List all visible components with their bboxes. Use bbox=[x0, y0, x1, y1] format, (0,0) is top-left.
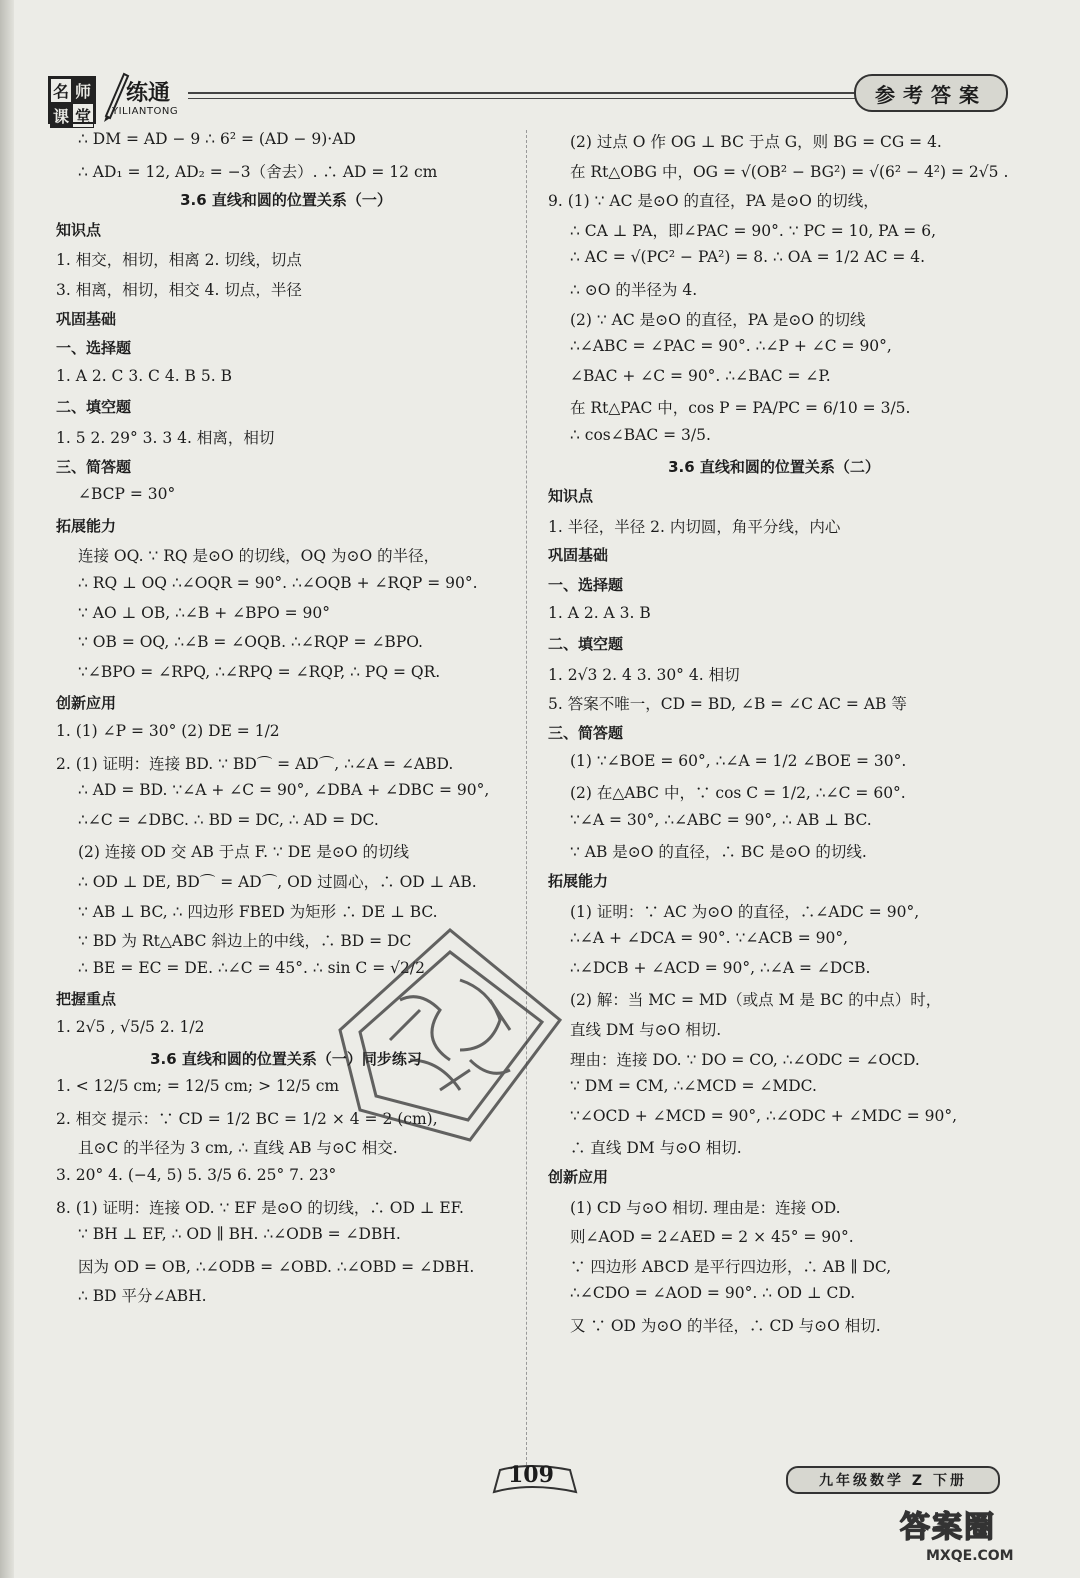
answer-line: 拓展能力 bbox=[56, 516, 117, 535]
answer-line: (2) 过点 O 作 OG ⊥ BC 于点 G，则 BG = CG = 4. bbox=[570, 133, 942, 151]
column-divider bbox=[526, 130, 527, 1470]
answer-line: (2) 连接 OD 交 AB 于点 F. ∵ DE 是⊙O 的切线 bbox=[78, 843, 410, 862]
answer-line: 三、简答题 bbox=[56, 457, 132, 476]
answer-line: 8. (1) 证明：连接 OD. ∵ EF 是⊙O 的切线，∴ OD ⊥ EF. bbox=[56, 1198, 464, 1217]
answer-line: ∵ DM = CM, ∴∠MCD = ∠MDC. bbox=[570, 1077, 817, 1096]
logo-char: 名 bbox=[50, 78, 72, 103]
answer-line: 在 Rt△OBG 中，OG = √(OB² − BG²) = √(6² − 4²) = 2√5 . bbox=[570, 162, 1009, 181]
answer-line: (1) 证明：∵ AC 为⊙O 的直径，∴∠ADC = 90°, bbox=[570, 902, 920, 921]
answer-line: ∴ OD ⊥ DE, BD⌒ = AD⌒, OD 过圆心，∴ OD ⊥ AB. bbox=[78, 873, 477, 891]
answer-line: 1. 2√3 2. 4 3. 30° 4. 相切 bbox=[548, 665, 740, 684]
answer-line: 直线 DM 与⊙O 相切. bbox=[570, 1021, 722, 1039]
header-rule bbox=[188, 98, 888, 99]
answer-line: ∴ DM = AD − 9 ∴ 6² = (AD − 9)·AD bbox=[78, 130, 356, 148]
answer-line: 2. (1) 证明：连接 BD. ∵ BD⌒ = AD⌒, ∴∠A = ∠ABD. bbox=[56, 754, 454, 773]
answer-line: (1) CD 与⊙O 相切. 理由是：连接 OD. bbox=[570, 1198, 841, 1217]
answer-line: 1. 2√5 , √5/5 2. 1/2 bbox=[56, 1018, 205, 1036]
answer-line: ∵ OB = OQ, ∴∠B = ∠OQB. ∴∠RQP = ∠BPO. bbox=[78, 633, 423, 652]
answer-line: ∠BAC + ∠C = 90°. ∴∠BAC = ∠P. bbox=[570, 366, 831, 385]
answer-line: 一、选择题 bbox=[56, 339, 132, 358]
answer-line: ∵ 四边形 ABCD 是平行四边形，∴ AB ∥ DC, bbox=[570, 1257, 892, 1276]
answer-line: 在 Rt△PAC 中，cos P = PA/PC = 6/10 = 3/5. bbox=[570, 399, 911, 418]
answer-line: ∴∠DCB + ∠ACD = 90°, ∴∠A = ∠DCB. bbox=[570, 958, 871, 977]
answer-line: 二、填空题 bbox=[548, 635, 624, 654]
answer-line: (2) 解：当 MC = MD（或点 M 是 BC 的中点）时， bbox=[570, 991, 942, 1010]
answer-line: 1. < 12/5 cm; = 12/5 cm; > 12/5 cm bbox=[56, 1077, 340, 1096]
answer-line: 1. A 2. C 3. C 4. B 5. B bbox=[56, 366, 232, 385]
answer-line: 三、简答题 bbox=[548, 724, 624, 742]
answer-line: 又 ∵ OD 为⊙O 的半径，∴ CD 与⊙O 相切. bbox=[570, 1317, 881, 1335]
answer-line: ∴∠ABC = ∠PAC = 90°. ∴∠P + ∠C = 90°, bbox=[570, 337, 892, 356]
answer-line: ∵∠BPO = ∠RPQ, ∴∠RPQ = ∠RQP, ∴ PQ = QR. bbox=[78, 662, 441, 681]
answer-line: 知识点 bbox=[56, 220, 102, 239]
answer-line: 把握重点 bbox=[56, 990, 117, 1009]
book-binding-shadow bbox=[0, 0, 14, 1578]
logo-char: 堂 bbox=[72, 103, 94, 128]
answer-line: ∵ AB ⊥ BC, ∴ 四边形 FBED 为矩形 ∴ DE ⊥ BC. bbox=[78, 902, 438, 921]
answer-line: ∵ AO ⊥ OB, ∴∠B + ∠BPO = 90° bbox=[78, 603, 330, 622]
site-watermark bbox=[870, 1502, 1070, 1572]
answer-line: 1. 半径，半径 2. 内切圆，角平分线，内心 bbox=[548, 517, 841, 536]
answer-line: ∵∠OCD + ∠MCD = 90°, ∴∠ODC + ∠MDC = 90°, bbox=[570, 1106, 958, 1125]
brand-mark bbox=[100, 72, 240, 122]
answer-line: 连接 OQ. ∵ RQ 是⊙O 的切线，OQ 为⊙O 的半径， bbox=[78, 547, 440, 566]
book-label: 九年级数学 Z 下册 bbox=[786, 1466, 1000, 1494]
answer-line: 二、填空题 bbox=[56, 398, 132, 417]
answer-line: 创新应用 bbox=[548, 1168, 609, 1186]
answer-line: 一、选择题 bbox=[548, 576, 624, 594]
brand-subtitle: YILIANTONG bbox=[112, 106, 179, 117]
header-rule bbox=[188, 92, 888, 94]
answer-line: ∴ AC = √(PC² − PA²) = 8. ∴ OA = 1/2 AC = 4. bbox=[570, 248, 926, 267]
page-header bbox=[48, 70, 1008, 126]
answer-line: ∴∠CDO = ∠AOD = 90°. ∴ OD ⊥ CD. bbox=[570, 1284, 856, 1303]
answer-line: 5. 答案不唯一，CD = BD, ∠B = ∠C AC = AB 等 bbox=[548, 695, 907, 714]
answer-line: 巩固基础 bbox=[56, 309, 117, 328]
answer-line: ∵ AB 是⊙O 的直径，∴ BC 是⊙O 的切线. bbox=[570, 843, 867, 862]
answer-line: 拓展能力 bbox=[548, 872, 609, 890]
answer-line: ∠BCP = 30° bbox=[78, 485, 176, 504]
logo-char: 师 bbox=[72, 78, 94, 103]
answer-line: ∴ cos∠BAC = 3/5. bbox=[570, 426, 711, 444]
answer-line: ∴∠C = ∠DBC. ∴ BD = DC, ∴ AD = DC. bbox=[78, 810, 379, 829]
answer-line: 巩固基础 bbox=[548, 546, 609, 565]
answer-line: 1. A 2. A 3. B bbox=[548, 603, 651, 622]
answer-line: ∴ CA ⊥ PA，即∠PAC = 90°. ∵ PC = 10, PA = 6, bbox=[570, 221, 937, 240]
answer-line: ∴ ⊙O 的半径为 4. bbox=[570, 281, 698, 299]
answer-line: 创新应用 bbox=[56, 694, 117, 713]
logo-char: 课 bbox=[50, 103, 72, 128]
answer-line: ∴ AD = BD. ∵∠A + ∠C = 90°, ∠DBA + ∠DBC = 90°, bbox=[78, 781, 490, 800]
answer-line: 3.6 直线和圆的位置关系（一）同步练习 bbox=[150, 1049, 422, 1068]
answer-line: ∵ BH ⊥ EF, ∴ OD ∥ BH. ∴∠ODB = ∠DBH. bbox=[78, 1225, 401, 1244]
answer-line: 且⊙C 的半径为 3 cm, ∴ 直线 AB 与⊙C 相交. bbox=[78, 1139, 398, 1158]
answer-line: 9. (1) ∵ AC 是⊙O 的直径，PA 是⊙O 的切线， bbox=[548, 192, 879, 211]
answer-line: 2. 相交 提示：∵ CD = 1/2 BC = 1/2 × 4 = 2 (cm), bbox=[56, 1109, 438, 1128]
answer-line: (2) 在△ABC 中，∵ cos C = 1/2, ∴∠C = 60°. bbox=[570, 784, 906, 803]
answer-line: 1. (1) ∠P = 30° (2) DE = 1/2 bbox=[56, 722, 280, 740]
answer-line: (2) ∵ AC 是⊙O 的直径，PA 是⊙O 的切线 bbox=[570, 310, 866, 329]
answer-line: (1) ∵∠BOE = 60°, ∴∠A = 1/2 ∠BOE = 30°. bbox=[570, 751, 907, 770]
answer-line: 3. 相离，相切，相交 4. 切点，半径 bbox=[56, 281, 302, 299]
watermark-title: 答案圈 bbox=[900, 1510, 996, 1545]
answer-line: ∴ RQ ⊥ OQ ∴∠OQR = 90°. ∴∠OQB + ∠RQP = 90°. bbox=[78, 574, 478, 592]
page-number-badge bbox=[490, 1462, 580, 1498]
answer-line: 3. 20° 4. (−4, 5) 5. 3/5 6. 25° 7. 23° bbox=[56, 1166, 337, 1184]
answer-line: ∵∠A = 30°, ∴∠ABC = 90°, ∴ AB ⊥ BC. bbox=[570, 810, 872, 829]
section-tag: 参考答案 bbox=[854, 74, 1008, 112]
brand-title: 练通 bbox=[126, 81, 171, 106]
answer-line: ∴ BE = EC = DE. ∴∠C = 45°. ∴ sin C = √2/2 bbox=[78, 958, 425, 977]
answer-line: ∴ BD 平分∠ABH. bbox=[78, 1287, 207, 1306]
answer-line: 理由：连接 DO. ∵ DO = CO, ∴∠ODC = ∠OCD. bbox=[570, 1050, 920, 1069]
answer-line: 则∠AOD = 2∠AED = 2 × 45° = 90°. bbox=[570, 1228, 854, 1247]
answer-line: 知识点 bbox=[548, 487, 594, 506]
answer-line: 3.6 直线和圆的位置关系（一） bbox=[180, 191, 392, 210]
answer-line: 1. 相交，相切，相离 2. 切线，切点 bbox=[56, 251, 302, 270]
answer-line: ∴ AD₁ = 12, AD₂ = −3（舍去）. ∴ AD = 12 cm bbox=[78, 162, 438, 181]
page-number: 109 bbox=[508, 1462, 554, 1488]
brand-logo bbox=[48, 76, 96, 124]
answer-line: ∴ 直线 DM 与⊙O 相切. bbox=[570, 1139, 742, 1158]
answer-line: ∴∠A + ∠DCA = 90°. ∵∠ACB = 90°, bbox=[570, 929, 849, 948]
answer-line: 因为 OD = OB, ∴∠ODB = ∠OBD. ∴∠OBD = ∠DBH. bbox=[78, 1257, 475, 1276]
watermark-url: MXQE.COM bbox=[926, 1548, 1014, 1564]
answer-line: 3.6 直线和圆的位置关系（二） bbox=[668, 457, 880, 476]
answer-line: ∵ BD 为 Rt△ABC 斜边上的中线，∴ BD = DC bbox=[78, 932, 412, 951]
answer-line: 1. 5 2. 29° 3. 3 4. 相离，相切 bbox=[56, 429, 275, 447]
